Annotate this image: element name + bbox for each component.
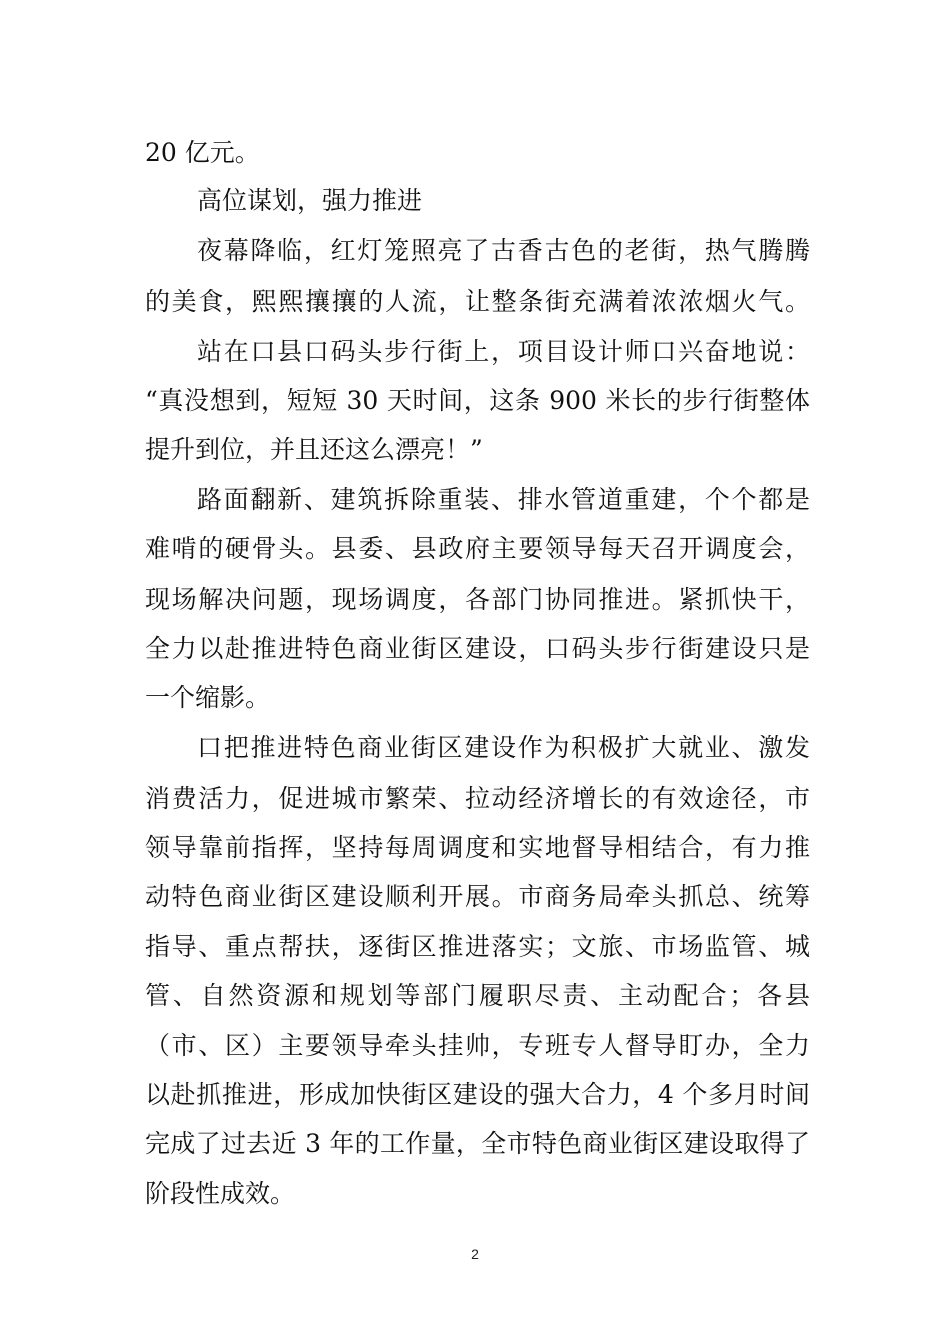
paragraph-4-line-9: 完成了过去近 3 年的工作量，全市特色商业街区建设取得了 — [145, 1129, 810, 1158]
paragraph-4-line-3: 领导靠前指挥，坚持每周调度和实地督导相结合，有力推 — [145, 833, 810, 862]
paragraph-4-line-7: （市、区）主要领导牵头挂帅，专班专人督导盯办，全力 — [145, 1031, 810, 1060]
paragraph-2-line-3: 提升到位，并且还这么漂亮！” — [145, 435, 483, 464]
page-number: 2 — [471, 1246, 479, 1262]
text-line-continuation: 20 亿元。 — [145, 138, 260, 167]
section-heading: 高位谋划，强力推进 — [197, 186, 423, 215]
paragraph-4-line-1: 口把推进特色商业街区建设作为积极扩大就业、激发 — [197, 733, 810, 762]
paragraph-3-line-4: 全力以赴推进特色商业街区建设，口码头步行街建设只是 — [145, 634, 810, 663]
paragraph-4-line-2: 消费活力，促进城市繁荣、拉动经济增长的有效途径，市 — [145, 784, 810, 813]
paragraph-3-line-5: 一个缩影。 — [145, 683, 271, 712]
paragraph-1-line-1: 夜幕降临，红灯笼照亮了古香古色的老街，热气腾腾 — [197, 236, 810, 265]
paragraph-1-line-2: 的美食，熙熙攘攘的人流，让整条街充满着浓浓烟火气。 — [145, 287, 810, 316]
paragraph-4-line-6: 管、自然资源和规划等部门履职尽责、主动配合；各县 — [145, 981, 810, 1010]
paragraph-4-line-4: 动特色商业街区建设顺利开展。市商务局牵头抓总、统筹 — [145, 882, 810, 911]
paragraph-3-line-3: 现场解决问题，现场调度，各部门协同推进。紧抓快干， — [145, 585, 810, 614]
paragraph-4-line-10: 阶段性成效。 — [145, 1179, 296, 1208]
paragraph-4-line-8: 以赴抓推进，形成加快街区建设的强大合力，4 个多月时间 — [145, 1080, 810, 1109]
paragraph-3-line-2: 难啃的硬骨头。县委、县政府主要领导每天召开调度会， — [145, 534, 810, 563]
paragraph-4-line-5: 指导、重点帮扶，逐街区推进落实；文旅、市场监管、城 — [145, 932, 810, 961]
paragraph-2-line-1: 站在口县口码头步行街上，项目设计师口兴奋地说： — [197, 337, 810, 366]
paragraph-2-line-2: “真没想到，短短 30 天时间，这条 900 米长的步行街整体 — [145, 386, 810, 415]
paragraph-3-line-1: 路面翻新、建筑拆除重装、排水管道重建，个个都是 — [197, 485, 810, 514]
